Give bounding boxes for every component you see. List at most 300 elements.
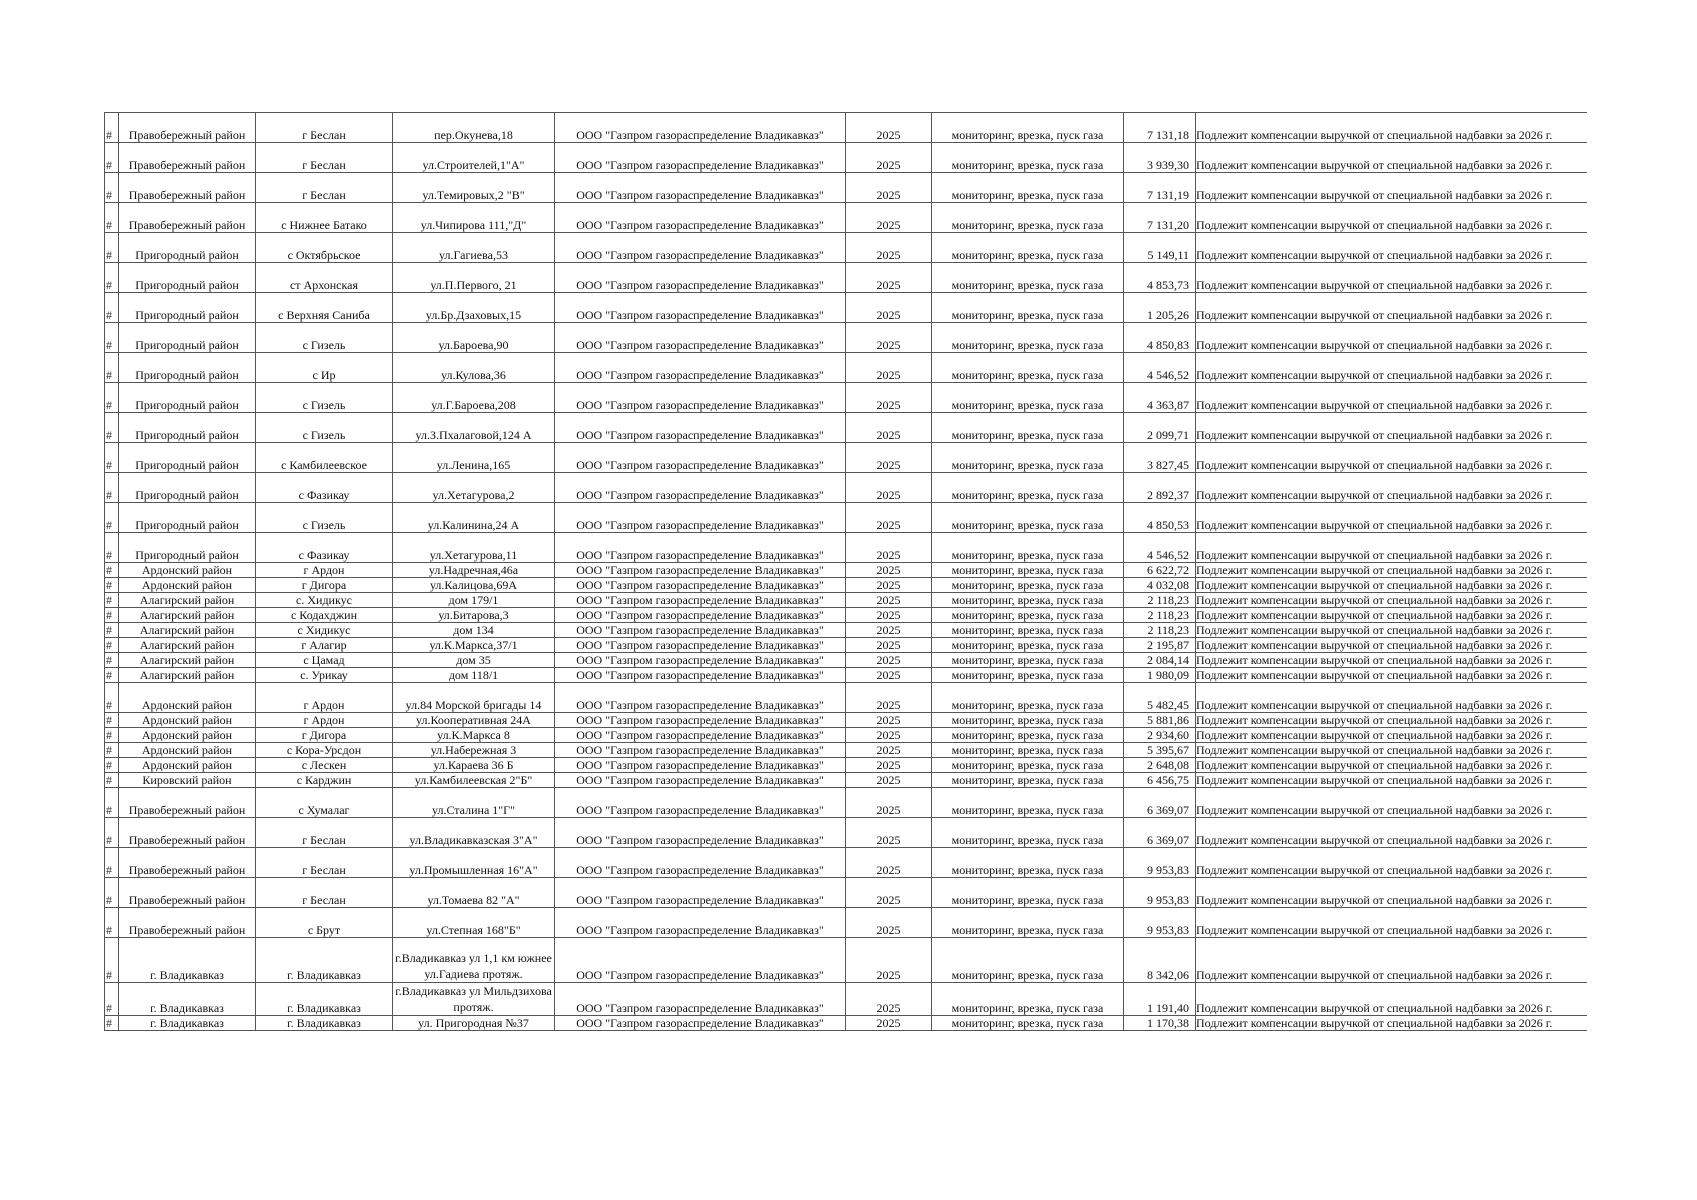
cost-cell: 2 118,23 [1124, 623, 1196, 638]
organization-cell: ООО "Газпром газораспределение Владикавказ" [555, 413, 846, 443]
organization-cell: ООО "Газпром газораспределение Владикавказ" [555, 113, 846, 143]
year-cell: 2025 [846, 173, 932, 203]
table-row [105, 323, 1587, 353]
table-row [105, 443, 1587, 473]
locality-cell: г Беслан [256, 818, 393, 848]
table-row [105, 773, 1587, 788]
locality-cell: с Ир [256, 353, 393, 383]
locality-cell: с Кодахджин [256, 608, 393, 623]
works-cell: мониторинг, врезка, пуск газа [932, 818, 1124, 848]
table-row [105, 743, 1587, 758]
district-cell: Правобережный район [119, 143, 256, 173]
note-cell: Подлежит компенсации выручкой от специальной надбавки за 2026 г. [1196, 908, 1587, 938]
address-cell: ул.Сталина 1"Г" [393, 788, 555, 818]
year-cell: 2025 [846, 323, 932, 353]
works-cell: мониторинг, врезка, пуск газа [932, 743, 1124, 758]
year-cell: 2025 [846, 878, 932, 908]
cost-cell: 4 850,83 [1124, 323, 1196, 353]
table-row [105, 203, 1587, 233]
note-cell: Подлежит компенсации выручкой от специальной надбавки за 2026 г. [1196, 623, 1587, 638]
organization-cell: ООО "Газпром газораспределение Владикавказ" [555, 353, 846, 383]
cost-cell: 3 939,30 [1124, 143, 1196, 173]
organization-cell: ООО "Газпром газораспределение Владикавказ" [555, 638, 846, 653]
table-row [105, 413, 1587, 443]
year-cell: 2025 [846, 293, 932, 323]
note-cell: Подлежит компенсации выручкой от специальной надбавки за 2026 г. [1196, 668, 1587, 683]
address-cell: ул.Темировых,2 "В" [393, 173, 555, 203]
locality-cell: с. Урикау [256, 668, 393, 683]
table-row [105, 683, 1587, 713]
row-number-cell: # [105, 593, 119, 608]
works-cell: мониторинг, врезка, пуск газа [932, 938, 1124, 983]
address-cell: ул.Кулова,36 [393, 353, 555, 383]
note-cell: Подлежит компенсации выручкой от специальной надбавки за 2026 г. [1196, 143, 1587, 173]
locality-cell: г Алагир [256, 638, 393, 653]
works-cell: мониторинг, врезка, пуск газа [932, 413, 1124, 443]
works-cell: мониторинг, врезка, пуск газа [932, 533, 1124, 563]
works-cell: мониторинг, врезка, пуск газа [932, 1016, 1124, 1031]
organization-cell: ООО "Газпром газораспределение Владикавказ" [555, 653, 846, 668]
table-row [105, 473, 1587, 503]
table-row [105, 1016, 1587, 1031]
table-row [105, 878, 1587, 908]
row-number-cell: # [105, 353, 119, 383]
organization-cell: ООО "Газпром газораспределение Владикавказ" [555, 683, 846, 713]
note-cell: Подлежит компенсации выручкой от специальной надбавки за 2026 г. [1196, 653, 1587, 668]
cost-cell: 1 980,09 [1124, 668, 1196, 683]
row-number-cell: # [105, 983, 119, 1016]
row-number-cell: # [105, 713, 119, 728]
year-cell: 2025 [846, 638, 932, 653]
table-row [105, 938, 1587, 983]
works-cell: мониторинг, врезка, пуск газа [932, 623, 1124, 638]
table-row [105, 788, 1587, 818]
year-cell: 2025 [846, 788, 932, 818]
locality-cell: с Кора-Урсдон [256, 743, 393, 758]
year-cell: 2025 [846, 683, 932, 713]
locality-cell: с Цамад [256, 653, 393, 668]
address-cell: ул.Хетагурова,11 [393, 533, 555, 563]
district-cell: Алагирский район [119, 593, 256, 608]
table-row [105, 848, 1587, 878]
year-cell: 2025 [846, 758, 932, 773]
table-row [105, 638, 1587, 653]
cost-cell: 4 363,87 [1124, 383, 1196, 413]
note-cell: Подлежит компенсации выручкой от специальной надбавки за 2026 г. [1196, 383, 1587, 413]
year-cell: 2025 [846, 533, 932, 563]
district-cell: Алагирский район [119, 638, 256, 653]
year-cell: 2025 [846, 713, 932, 728]
organization-cell: ООО "Газпром газораспределение Владикавказ" [555, 323, 846, 353]
row-number-cell: # [105, 293, 119, 323]
cost-cell: 4 850,53 [1124, 503, 1196, 533]
year-cell: 2025 [846, 728, 932, 743]
organization-cell: ООО "Газпром газораспределение Владикавказ" [555, 713, 846, 728]
year-cell: 2025 [846, 473, 932, 503]
organization-cell: ООО "Газпром газораспределение Владикавказ" [555, 383, 846, 413]
district-cell: Правобережный район [119, 173, 256, 203]
table-row [105, 728, 1587, 743]
row-number-cell: # [105, 878, 119, 908]
note-cell: Подлежит компенсации выручкой от специальной надбавки за 2026 г. [1196, 713, 1587, 728]
cost-cell: 7 131,18 [1124, 113, 1196, 143]
note-cell: Подлежит компенсации выручкой от специальной надбавки за 2026 г. [1196, 938, 1587, 983]
district-cell: Правобережный район [119, 788, 256, 818]
cost-cell: 5 482,45 [1124, 683, 1196, 713]
row-number-cell: # [105, 578, 119, 593]
row-number-cell: # [105, 908, 119, 938]
year-cell: 2025 [846, 743, 932, 758]
locality-cell: г Ардон [256, 713, 393, 728]
address-cell: ул.Томаева 82 "А" [393, 878, 555, 908]
address-cell: дом 134 [393, 623, 555, 638]
district-cell: Правобережный район [119, 908, 256, 938]
organization-cell: ООО "Газпром газораспределение Владикавказ" [555, 668, 846, 683]
table-row [105, 608, 1587, 623]
year-cell: 2025 [846, 848, 932, 878]
works-cell: мониторинг, врезка, пуск газа [932, 263, 1124, 293]
locality-cell: с Октябрьское [256, 233, 393, 263]
works-cell: мониторинг, врезка, пуск газа [932, 608, 1124, 623]
year-cell: 2025 [846, 263, 932, 293]
year-cell: 2025 [846, 233, 932, 263]
address-cell: ул.Калицова,69А [393, 578, 555, 593]
address-cell: дом 35 [393, 653, 555, 668]
organization-cell: ООО "Газпром газораспределение Владикавказ" [555, 203, 846, 233]
district-cell: Пригородный район [119, 263, 256, 293]
table-row [105, 143, 1587, 173]
organization-cell: ООО "Газпром газораспределение Владикавказ" [555, 263, 846, 293]
address-cell: ул.Чипирова 111,"Д" [393, 203, 555, 233]
district-cell: Пригородный район [119, 503, 256, 533]
address-cell: ул.Бр.Дзаховых,15 [393, 293, 555, 323]
organization-cell: ООО "Газпром газораспределение Владикавказ" [555, 773, 846, 788]
row-number-cell: # [105, 938, 119, 983]
organization-cell: ООО "Газпром газораспределение Владикавказ" [555, 758, 846, 773]
district-cell: Пригородный район [119, 533, 256, 563]
locality-cell: с Фазикау [256, 473, 393, 503]
table-row [105, 533, 1587, 563]
works-cell: мониторинг, врезка, пуск газа [932, 773, 1124, 788]
district-cell: Ардонский район [119, 578, 256, 593]
address-cell: ул.К.Маркса,37/1 [393, 638, 555, 653]
row-number-cell: # [105, 323, 119, 353]
locality-cell: с Карджин [256, 773, 393, 788]
table-row [105, 758, 1587, 773]
organization-cell: ООО "Газпром газораспределение Владикавказ" [555, 908, 846, 938]
year-cell: 2025 [846, 908, 932, 938]
table-row [105, 293, 1587, 323]
cost-cell: 9 953,83 [1124, 848, 1196, 878]
district-cell: Ардонский район [119, 728, 256, 743]
note-cell: Подлежит компенсации выручкой от специальной надбавки за 2026 г. [1196, 848, 1587, 878]
table-row [105, 668, 1587, 683]
table-row [105, 383, 1587, 413]
year-cell: 2025 [846, 653, 932, 668]
organization-cell: ООО "Газпром газораспределение Владикавказ" [555, 608, 846, 623]
address-cell: ул.Хетагурова,2 [393, 473, 555, 503]
table-row [105, 818, 1587, 848]
address-cell: ул.Ленина,165 [393, 443, 555, 473]
district-cell: Алагирский район [119, 668, 256, 683]
cost-cell: 8 342,06 [1124, 938, 1196, 983]
table-row [105, 173, 1587, 203]
organization-cell: ООО "Газпром газораспределение Владикавказ" [555, 533, 846, 563]
note-cell: Подлежит компенсации выручкой от специальной надбавки за 2026 г. [1196, 1016, 1587, 1031]
row-number-cell: # [105, 668, 119, 683]
data-table [104, 112, 1587, 1031]
works-cell: мониторинг, врезка, пуск газа [932, 203, 1124, 233]
organization-cell: ООО "Газпром газораспределение Владикавказ" [555, 593, 846, 608]
year-cell: 2025 [846, 578, 932, 593]
note-cell: Подлежит компенсации выручкой от специальной надбавки за 2026 г. [1196, 203, 1587, 233]
address-cell: ул.Бароева,90 [393, 323, 555, 353]
note-cell: Подлежит компенсации выручкой от специальной надбавки за 2026 г. [1196, 563, 1587, 578]
district-cell: г. Владикавказ [119, 938, 256, 983]
organization-cell: ООО "Газпром газораспределение Владикавказ" [555, 233, 846, 263]
note-cell: Подлежит компенсации выручкой от специальной надбавки за 2026 г. [1196, 743, 1587, 758]
row-number-cell: # [105, 638, 119, 653]
works-cell: мониторинг, врезка, пуск газа [932, 638, 1124, 653]
address-cell: ул.Надречная,46а [393, 563, 555, 578]
note-cell: Подлежит компенсации выручкой от специальной надбавки за 2026 г. [1196, 608, 1587, 623]
year-cell: 2025 [846, 773, 932, 788]
locality-cell: г Ардон [256, 563, 393, 578]
address-cell: ул.Владикавказская 3"А" [393, 818, 555, 848]
organization-cell: ООО "Газпром газораспределение Владикавказ" [555, 1016, 846, 1031]
organization-cell: ООО "Газпром газораспределение Владикавказ" [555, 878, 846, 908]
cost-cell: 2 118,23 [1124, 593, 1196, 608]
cost-cell: 5 395,67 [1124, 743, 1196, 758]
row-number-cell: # [105, 818, 119, 848]
locality-cell: г Ардон [256, 683, 393, 713]
note-cell: Подлежит компенсации выручкой от специальной надбавки за 2026 г. [1196, 263, 1587, 293]
note-cell: Подлежит компенсации выручкой от специальной надбавки за 2026 г. [1196, 473, 1587, 503]
address-cell: дом 118/1 [393, 668, 555, 683]
year-cell: 2025 [846, 383, 932, 413]
cost-cell: 5 881,86 [1124, 713, 1196, 728]
row-number-cell: # [105, 113, 119, 143]
cost-cell: 2 099,71 [1124, 413, 1196, 443]
address-cell: ул.Караева 36 Б [393, 758, 555, 773]
organization-cell: ООО "Газпром газораспределение Владикавказ" [555, 788, 846, 818]
organization-cell: ООО "Газпром газораспределение Владикавказ" [555, 818, 846, 848]
cost-cell: 2 195,87 [1124, 638, 1196, 653]
address-cell: ул.Строителей,1"А" [393, 143, 555, 173]
locality-cell: г. Владикавказ [256, 1016, 393, 1031]
district-cell: Пригородный район [119, 413, 256, 443]
cost-cell: 6 456,75 [1124, 773, 1196, 788]
locality-cell: с. Хидикус [256, 593, 393, 608]
cost-cell: 5 149,11 [1124, 233, 1196, 263]
year-cell: 2025 [846, 623, 932, 638]
works-cell: мониторинг, врезка, пуск газа [932, 878, 1124, 908]
works-cell: мониторинг, врезка, пуск газа [932, 578, 1124, 593]
year-cell: 2025 [846, 668, 932, 683]
locality-cell: с Фазикау [256, 533, 393, 563]
address-cell: ул.З.Пхалаговой,124 А [393, 413, 555, 443]
works-cell: мониторинг, врезка, пуск газа [932, 788, 1124, 818]
works-cell: мониторинг, врезка, пуск газа [932, 653, 1124, 668]
table-body [105, 113, 1587, 1031]
locality-cell: с Гизель [256, 413, 393, 443]
cost-cell: 7 131,20 [1124, 203, 1196, 233]
address-cell: ул.Кооперативная 24А [393, 713, 555, 728]
locality-cell: с Лескен [256, 758, 393, 773]
district-cell: Правобережный район [119, 848, 256, 878]
works-cell: мониторинг, врезка, пуск газа [932, 143, 1124, 173]
year-cell: 2025 [846, 203, 932, 233]
cost-cell: 1 170,38 [1124, 1016, 1196, 1031]
cost-cell: 4 032,08 [1124, 578, 1196, 593]
locality-cell: г Дигора [256, 728, 393, 743]
district-cell: Ардонский район [119, 683, 256, 713]
works-cell: мониторинг, врезка, пуск газа [932, 563, 1124, 578]
table-row [105, 623, 1587, 638]
cost-cell: 2 934,60 [1124, 728, 1196, 743]
address-cell: ул. Пригородная №37 [393, 1016, 555, 1031]
year-cell: 2025 [846, 143, 932, 173]
note-cell: Подлежит компенсации выручкой от специальной надбавки за 2026 г. [1196, 683, 1587, 713]
organization-cell: ООО "Газпром газораспределение Владикавказ" [555, 173, 846, 203]
organization-cell: ООО "Газпром газораспределение Владикавказ" [555, 848, 846, 878]
address-cell: ул.Битарова,3 [393, 608, 555, 623]
address-cell: г.Владикавказ ул 1,1 км южнее ул.Гадиева протяж. [393, 938, 555, 983]
district-cell: Правобережный район [119, 203, 256, 233]
cost-cell: 2 892,37 [1124, 473, 1196, 503]
locality-cell: г Беслан [256, 878, 393, 908]
row-number-cell: # [105, 533, 119, 563]
table-row [105, 263, 1587, 293]
cost-cell: 4 853,73 [1124, 263, 1196, 293]
table-row [105, 593, 1587, 608]
district-cell: Ардонский район [119, 713, 256, 728]
works-cell: мониторинг, врезка, пуск газа [932, 293, 1124, 323]
organization-cell: ООО "Газпром газораспределение Владикавказ" [555, 728, 846, 743]
row-number-cell: # [105, 743, 119, 758]
address-cell: ул.Гагиева,53 [393, 233, 555, 263]
year-cell: 2025 [846, 1016, 932, 1031]
address-cell: дом 179/1 [393, 593, 555, 608]
row-number-cell: # [105, 728, 119, 743]
district-cell: Ардонский район [119, 743, 256, 758]
organization-cell: ООО "Газпром газораспределение Владикавказ" [555, 293, 846, 323]
cost-cell: 1 205,26 [1124, 293, 1196, 323]
year-cell: 2025 [846, 413, 932, 443]
note-cell: Подлежит компенсации выручкой от специальной надбавки за 2026 г. [1196, 878, 1587, 908]
locality-cell: с Гизель [256, 383, 393, 413]
cost-cell: 3 827,45 [1124, 443, 1196, 473]
note-cell: Подлежит компенсации выручкой от специальной надбавки за 2026 г. [1196, 503, 1587, 533]
year-cell: 2025 [846, 563, 932, 578]
row-number-cell: # [105, 143, 119, 173]
locality-cell: г Беслан [256, 143, 393, 173]
works-cell: мониторинг, врезка, пуск газа [932, 443, 1124, 473]
year-cell: 2025 [846, 938, 932, 983]
address-cell: ул.84 Морской бригады 14 [393, 683, 555, 713]
organization-cell: ООО "Газпром газораспределение Владикавказ" [555, 623, 846, 638]
works-cell: мониторинг, врезка, пуск газа [932, 668, 1124, 683]
organization-cell: ООО "Газпром газораспределение Владикавказ" [555, 983, 846, 1016]
note-cell: Подлежит компенсации выручкой от специальной надбавки за 2026 г. [1196, 578, 1587, 593]
address-cell: ул.П.Первого, 21 [393, 263, 555, 293]
works-cell: мониторинг, врезка, пуск газа [932, 728, 1124, 743]
organization-cell: ООО "Газпром газораспределение Владикавказ" [555, 563, 846, 578]
note-cell: Подлежит компенсации выручкой от специальной надбавки за 2026 г. [1196, 443, 1587, 473]
row-number-cell: # [105, 653, 119, 668]
note-cell: Подлежит компенсации выручкой от специальной надбавки за 2026 г. [1196, 593, 1587, 608]
works-cell: мониторинг, врезка, пуск газа [932, 353, 1124, 383]
works-cell: мониторинг, врезка, пуск газа [932, 983, 1124, 1016]
cost-cell: 7 131,19 [1124, 173, 1196, 203]
table-row [105, 113, 1587, 143]
table-row [105, 983, 1587, 1016]
row-number-cell: # [105, 563, 119, 578]
locality-cell: г. Владикавказ [256, 938, 393, 983]
row-number-cell: # [105, 608, 119, 623]
locality-cell: с Брут [256, 908, 393, 938]
district-cell: Алагирский район [119, 608, 256, 623]
address-cell: ул.Степная 168"Б" [393, 908, 555, 938]
address-cell: ул.Калинина,24 А [393, 503, 555, 533]
note-cell: Подлежит компенсации выручкой от специальной надбавки за 2026 г. [1196, 533, 1587, 563]
address-cell: ул.Г.Бароева,208 [393, 383, 555, 413]
note-cell: Подлежит компенсации выручкой от специальной надбавки за 2026 г. [1196, 788, 1587, 818]
row-number-cell: # [105, 203, 119, 233]
row-number-cell: # [105, 683, 119, 713]
district-cell: Ардонский район [119, 563, 256, 578]
row-number-cell: # [105, 623, 119, 638]
district-cell: Правобережный район [119, 113, 256, 143]
cost-cell: 6 369,07 [1124, 788, 1196, 818]
year-cell: 2025 [846, 818, 932, 848]
note-cell: Подлежит компенсации выручкой от специальной надбавки за 2026 г. [1196, 818, 1587, 848]
row-number-cell: # [105, 503, 119, 533]
address-cell: пер.Окунева,18 [393, 113, 555, 143]
cost-cell: 2 118,23 [1124, 608, 1196, 623]
locality-cell: с Гизель [256, 503, 393, 533]
cost-cell: 2 084,14 [1124, 653, 1196, 668]
note-cell: Подлежит компенсации выручкой от специальной надбавки за 2026 г. [1196, 413, 1587, 443]
locality-cell: с Хидикус [256, 623, 393, 638]
district-cell: Ардонский район [119, 758, 256, 773]
district-cell: Пригородный район [119, 443, 256, 473]
district-cell: Алагирский район [119, 653, 256, 668]
works-cell: мониторинг, врезка, пуск газа [932, 173, 1124, 203]
note-cell: Подлежит компенсации выручкой от специальной надбавки за 2026 г. [1196, 773, 1587, 788]
cost-cell: 2 648,08 [1124, 758, 1196, 773]
locality-cell: с Верхняя Саниба [256, 293, 393, 323]
year-cell: 2025 [846, 503, 932, 533]
year-cell: 2025 [846, 608, 932, 623]
district-cell: Правобережный район [119, 818, 256, 848]
organization-cell: ООО "Газпром газораспределение Владикавказ" [555, 743, 846, 758]
district-cell: Кировский район [119, 773, 256, 788]
table-row [105, 563, 1587, 578]
row-number-cell: # [105, 788, 119, 818]
note-cell: Подлежит компенсации выручкой от специальной надбавки за 2026 г. [1196, 293, 1587, 323]
address-cell: ул.Камбилеевская 2"Б" [393, 773, 555, 788]
works-cell: мониторинг, врезка, пуск газа [932, 323, 1124, 353]
cost-cell: 4 546,52 [1124, 353, 1196, 383]
locality-cell: ст Архонская [256, 263, 393, 293]
address-cell: г.Владикавказ ул Мильдзихова протяж. [393, 983, 555, 1016]
note-cell: Подлежит компенсации выручкой от специальной надбавки за 2026 г. [1196, 638, 1587, 653]
works-cell: мониторинг, врезка, пуск газа [932, 713, 1124, 728]
locality-cell: г Беслан [256, 113, 393, 143]
year-cell: 2025 [846, 983, 932, 1016]
address-cell: ул.Набережная 3 [393, 743, 555, 758]
